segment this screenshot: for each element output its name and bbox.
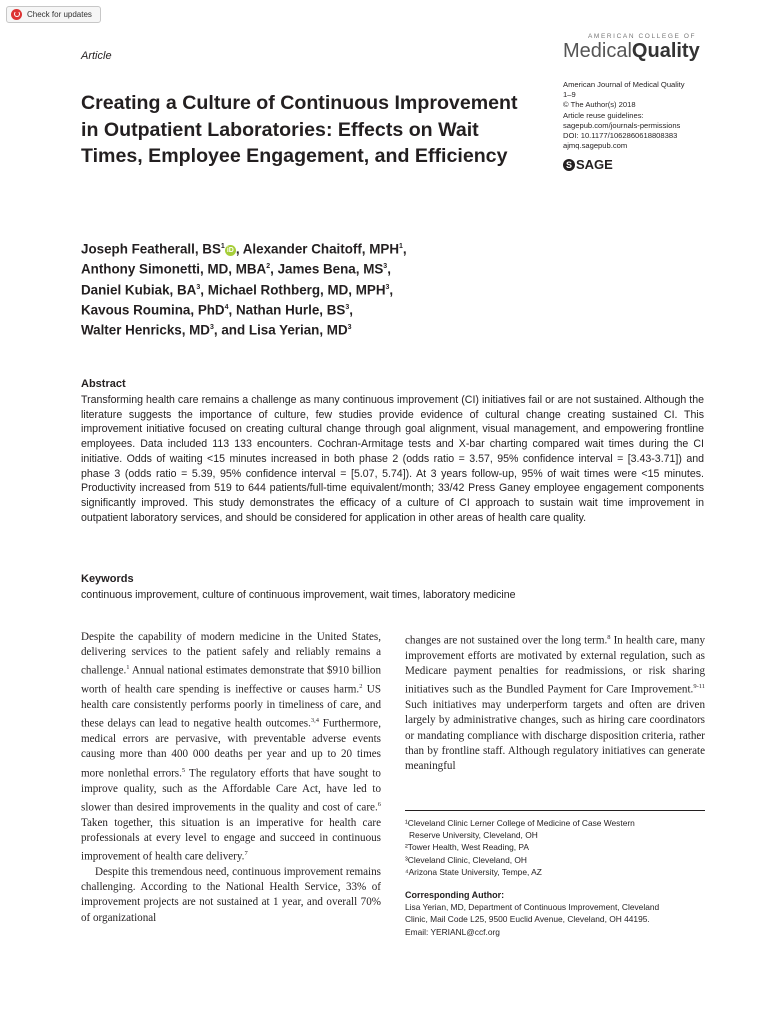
- journal-logo-medical: Medical: [563, 40, 632, 62]
- updates-icon: [11, 9, 22, 20]
- meta-doi[interactable]: DOI: 10.1177/1062860618808383: [563, 131, 678, 141]
- author: Michael Rothberg, MD, MPH: [207, 282, 386, 297]
- corresponding-line: Clinic, Mail Code L25, 9500 Euclid Avenue, Cleveland, OH 44195.: [405, 914, 650, 925]
- citation[interactable]: 1: [126, 664, 130, 672]
- author: Joseph Featherall, BS: [81, 241, 221, 257]
- author: Nathan Hurle, BS: [235, 302, 346, 318]
- keywords-text: continuous improvement, culture of continuous improvement, wait times, laboratory medicine: [81, 589, 516, 601]
- author: Lisa Yerian, MD: [248, 322, 348, 338]
- author: Kavous Roumina, PhD: [81, 302, 225, 318]
- article-title: Creating a Culture of Continuous Improvement in Outpatient Laboratories: Effects on Wait Times, Employee Engagement, and Efficiency: [81, 92, 518, 167]
- affiliations: [405, 817, 705, 878]
- check-for-updates-button[interactable]: [6, 6, 101, 23]
- paragraph: Despite this tremendous need, continuous improvement remains challenging. According to the National Health Service, 33% of improvement projects are not sustained at 1 year, and overall 70% of organizational: [81, 865, 381, 924]
- corresponding-author: [405, 889, 705, 938]
- paragraph: changes are not sustained over the long term.$^8$ In health care, many improvement efforts are motivated by external regulation, such as Medicare payment penalties for readmissions, or risk sharing initiatives such as the Bundled Payment for Care Improvement.$^{9-11}$ Such initiatives may underperform targets and often are driven largely by administrative changes, such as hiring care coordinators or mandating compliance with discharge disposition criteria, rather than by frontline staff. Although regulatory initiatives can generate meaningful: [405, 634, 705, 772]
- meta-line: American Journal of Medical Quality: [563, 80, 685, 89]
- author: Alexander Chaitoff, MPH: [242, 241, 400, 257]
- citation[interactable]: 6: [377, 800, 381, 808]
- author: Anthony Simonetti, MD, MBA: [81, 261, 267, 277]
- footnote-divider: [405, 810, 705, 811]
- author: James Bena, MS: [277, 261, 384, 277]
- affiliation: Reserve University, Cleveland, OH: [409, 830, 538, 841]
- corresponding-email[interactable]: Email: YERIANL@ccf.org: [405, 926, 500, 937]
- body-column-left: [81, 630, 381, 926]
- author: Daniel Kubiak, BA: [81, 282, 197, 297]
- paragraph: Despite the capability of modern medicine in the United States, delivering services to the patient safely and reliably remains a challenge.$^1$ Annual national estimates demonstrate that $910 billion worth of health care spending is ineffective or causes harm.$^2$ US health care consistently performs poorly in timeliness of care, and these delays can lead to negative health outcomes.$^{3,4}$ Furthermore, medical errors are pervasive, with preventable adverse events causing more than 400 000 deaths per year and up to 20 times more nonlethal errors.$^5$ The regulatory efforts that have sought to improve quality, such as the Affordable Care Act, have led to slower than desired improvements in the quality and cost of care.$^6$ Taken together, this situation is an imperative for health care professionals at every level to engage and succeed in continuous improvement of health care delivery.$^7$: [81, 631, 381, 863]
- orcid-icon[interactable]: iD: [226, 247, 234, 255]
- updates-label: Check for updates: [27, 10, 92, 19]
- journal-meta: [563, 80, 723, 151]
- meta-link[interactable]: sagepub.com/journals-permissions: [563, 120, 681, 130]
- abstract-text: Transforming health care remains a challenge as many continuous improvement (CI) initiatives fail or are not sustained. Although the literature suggests the importance of culture, few studies provide evidence of cultural change creating sustained CI. This improvement initiative focused on creating cultural change through goal alignment, visual management, and empowering frontline employees. Data included 113 133 encounters. Cochran-Armitage tests and X-bar charting compared wait times during the CI initiative. Odds of waiting <15 minutes increased in both phase 2 (odds ratio = 3.57, 95% confidence interval = [3.43-3.71]) and phase 3 (odds ratio = 5.39, 95% confidence interval = [5.07, 5.74]). At 3 years follow-up, 95% of wait times were <15 minutes. Productivity increased from 519 to 644 patients/full-time equivalent/month; 33/42 Press Ganey employee engagement components significantly improved. This study demonstrates the efficacy of a culture of CI approach to sustain wait time improvement in outpatient laboratory services, and should be considered for application in other areas of health care quality.: [81, 394, 704, 524]
- meta-link[interactable]: ajmq.sagepub.com: [563, 141, 628, 151]
- citation[interactable]: 5: [181, 766, 186, 774]
- corresponding-line: Lisa Yerian, MD, Department of Continuous Improvement, Cleveland: [405, 902, 660, 913]
- meta-line: Article reuse guidelines:: [563, 110, 644, 120]
- citation[interactable]: 2: [359, 683, 363, 691]
- sage-s-icon: S: [563, 159, 575, 171]
- journal-logo-quality: Quality: [631, 40, 700, 62]
- meta-line: 1–9: [563, 90, 576, 100]
- publisher-name: SAGE: [576, 157, 613, 172]
- journal-logo: [563, 40, 700, 63]
- body-column-right: [405, 630, 705, 774]
- citation[interactable]: 8: [607, 634, 611, 641]
- citation[interactable]: 3,4: [310, 717, 320, 725]
- affiliation: ⁴Arizona State University, Tempe, AZ: [405, 866, 542, 877]
- affiliation: ²Tower Health, West Reading, PA: [405, 842, 529, 853]
- article-type-label: Article: [81, 50, 112, 62]
- publisher-logo: [563, 157, 613, 172]
- author-list: Joseph Featherall, $BS^1iD$ , Alexander Chaitoff, MPH$^1$, Anthony Simonetti, MD, MBA$^2$, James Bena, $MS^3$, Daniel Kubiak, $BA^3$, Michael Rothberg, MD, MPH$^3$, Kavous Roumina, PhD$^4$, Nathan Hurle, $BS^3$, Walter Henricks, $MD^3$, and Lisa Yerian, $MD^3$: [81, 241, 407, 338]
- citation[interactable]: 9-11: [693, 683, 705, 691]
- affiliation: ³Cleveland Clinic, Cleveland, OH: [405, 854, 527, 865]
- journal-logo-small-text: AMERICAN COLLEGE OF: [588, 33, 697, 40]
- keywords-heading: Keywords: [81, 573, 134, 585]
- corresponding-heading: Corresponding Author:: [405, 890, 505, 900]
- author: Walter Henricks, MD: [81, 322, 210, 338]
- abstract-heading: Abstract: [81, 378, 126, 390]
- meta-line: © The Author(s) 2018: [563, 100, 636, 110]
- affiliation: ¹Cleveland Clinic Lerner College of Medicine of Case Western: [405, 818, 635, 828]
- citation[interactable]: 7: [244, 850, 248, 858]
